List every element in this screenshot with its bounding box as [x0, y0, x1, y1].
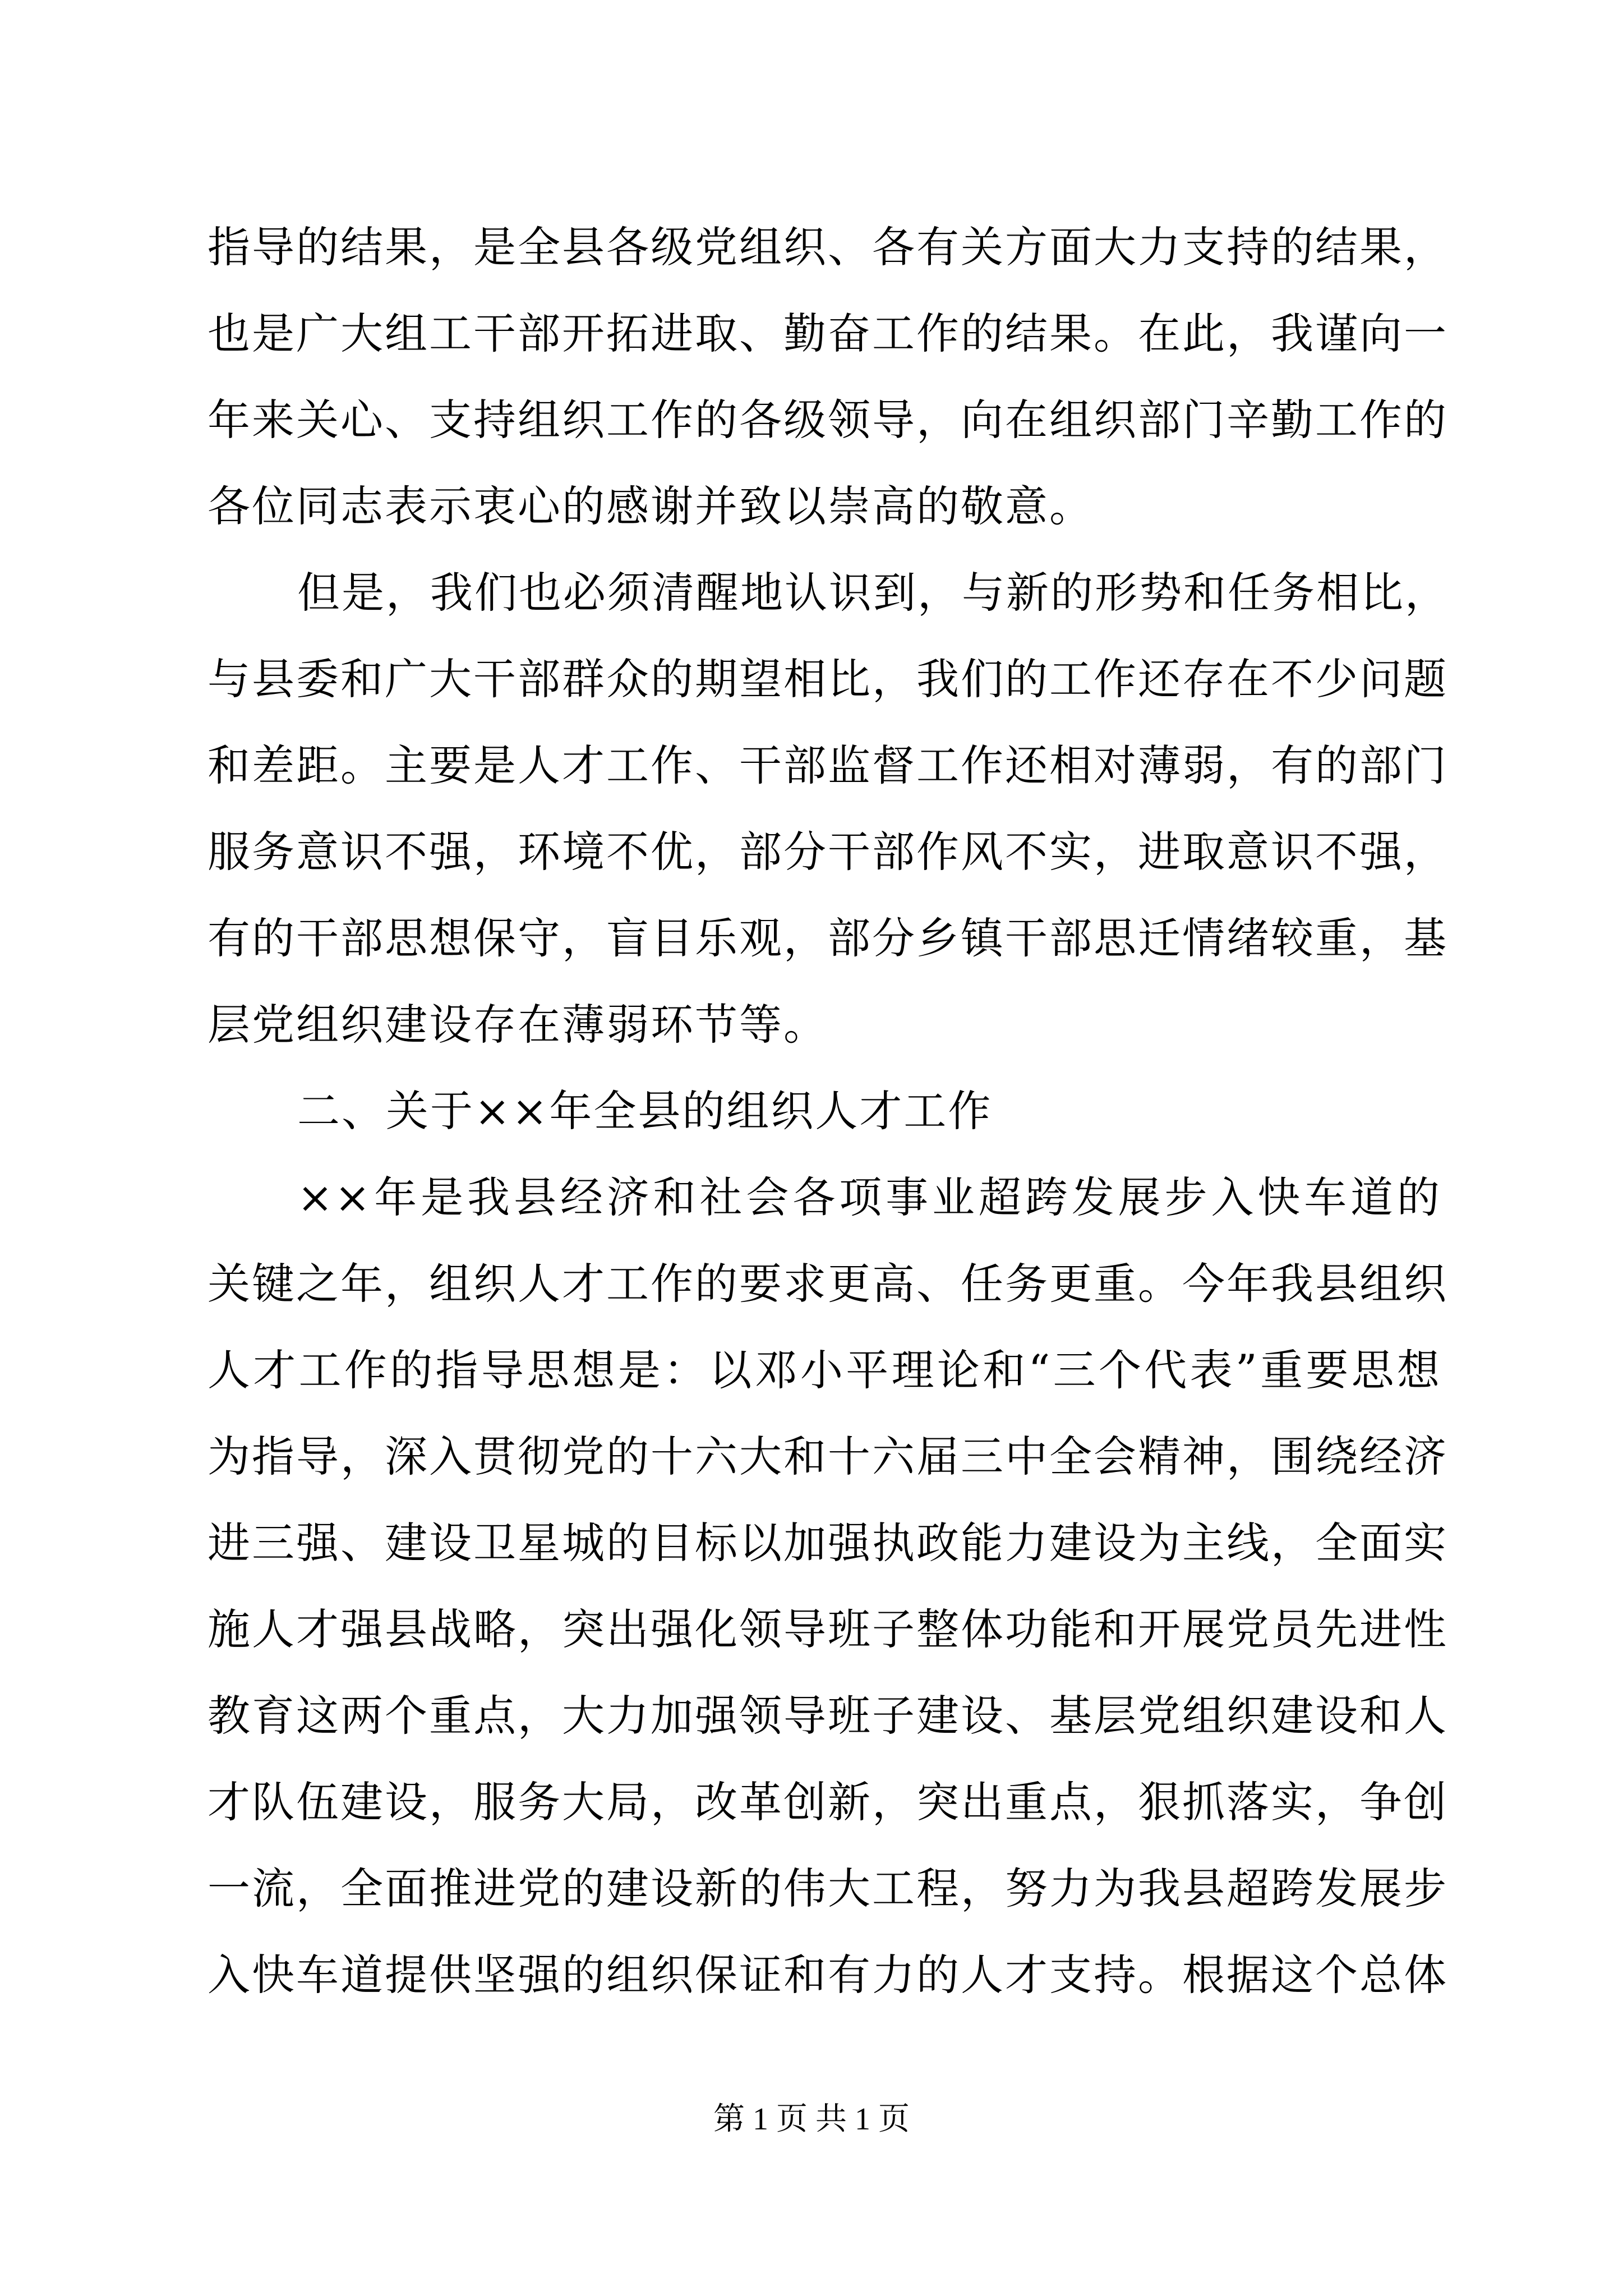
text-line: 人才工作的指导思想是：以邓小平理论和“三个代表”重要思想	[208, 1345, 1441, 1395]
section-heading: 二、关于××年全县的组织人才工作	[297, 1086, 993, 1136]
text-line: 服务意识不强，环境不优，部分干部作风不实，进取意识不强，	[208, 827, 1448, 877]
text-line: 指导的结果，是全县各级党组织、各有关方面大力支持的结果，	[208, 222, 1448, 272]
page-number-footer: 第 1 页 共 1 页	[713, 2102, 910, 2137]
text-line: 关键之年，组织人才工作的要求更高、任务更重。今年我县组织	[208, 1259, 1448, 1309]
text-line: 才队伍建设，服务大局，改革创新，突出重点，狠抓落实，争创	[208, 1777, 1448, 1827]
text-line: 进三强、建设卫星城的目标以加强执政能力建设为主线，全面实	[208, 1518, 1448, 1568]
text-line: 年来关心、支持组织工作的各级领导，向在组织部门辛勤工作的	[208, 395, 1448, 445]
text-line: 和差距。主要是人才工作、干部监督工作还相对薄弱，有的部门	[208, 740, 1448, 790]
paragraph-first-line: 但是，我们也必须清醒地认识到，与新的形势和任务相比，	[297, 568, 1449, 618]
text-line: 有的干部思想保守，盲目乐观，部分乡镇干部思迁情绪较重，基	[208, 913, 1448, 963]
paragraph-first-line: ××年是我县经济和社会各项事业超跨发展步入快车道的	[297, 1172, 1441, 1222]
text-line: 各位同志表示衷心的感谢并致以崇高的敬意。	[208, 481, 1094, 531]
text-line: 施人才强县战略，突出强化领导班子整体功能和开展党员先进性	[208, 1604, 1448, 1654]
text-line: 为指导，深入贯彻党的十六大和十六届三中全会精神，围绕经济	[208, 1432, 1448, 1481]
text-line: 入快车道提供坚强的组织保证和有力的人才支持。根据这个总体	[208, 1950, 1448, 2000]
text-line: 与县委和广大干部群众的期望相比，我们的工作还存在不少问题	[208, 654, 1448, 704]
text-line: 一流，全面推进党的建设新的伟大工程，努力为我县超跨发展步	[208, 1864, 1448, 1913]
text-line: 也是广大组工干部开拓进取、勤奋工作的结果。在此，我谨向一	[208, 309, 1448, 358]
text-line: 教育这两个重点，大力加强领导班子建设、基层党组织建设和人	[208, 1691, 1448, 1741]
text-line: 层党组织建设存在薄弱环节等。	[208, 1000, 828, 1050]
